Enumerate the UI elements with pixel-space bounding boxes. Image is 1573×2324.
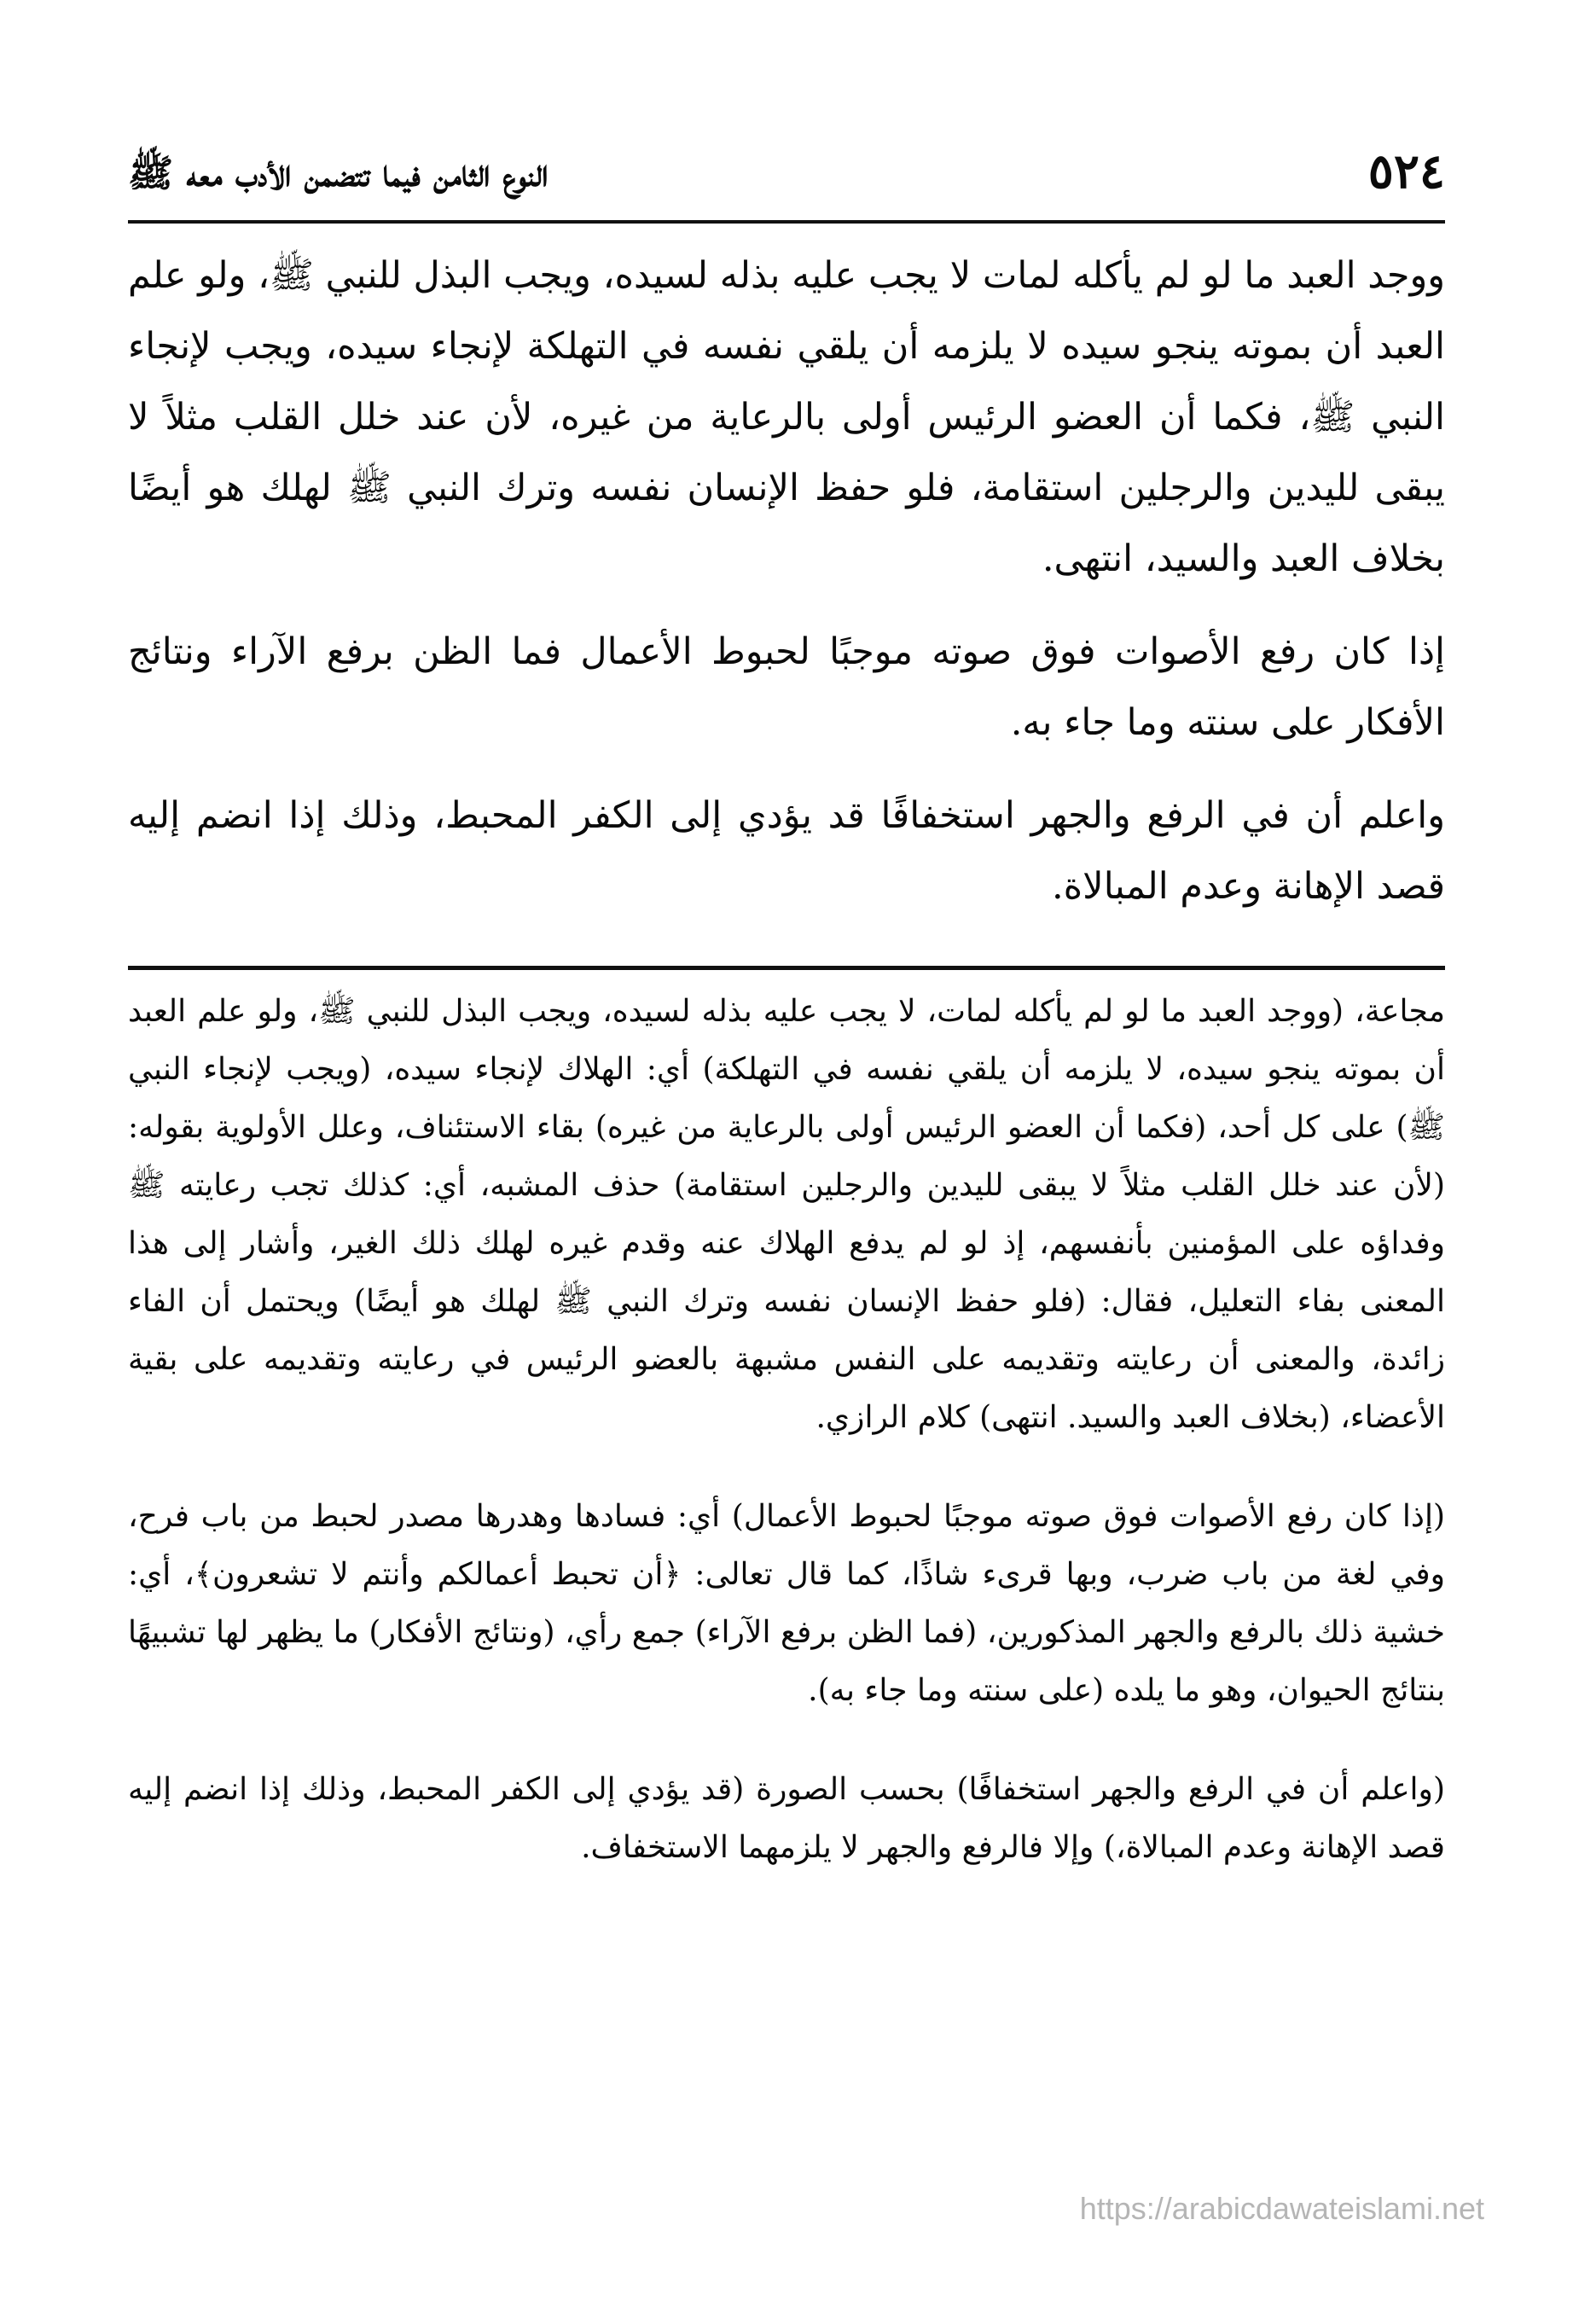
- page-header: [128, 128, 1445, 205]
- header-divider: [128, 220, 1445, 224]
- watermark-url: https://arabicdawateislami.net: [1079, 2191, 1484, 2226]
- commentary-paragraph: (إذا كان رفع الأصوات فوق صوته موجبًا لحبوط الأعمال) أي: فسادها وهدرها مصدر لحبط من باب فرح، وفي لغة من باب ضرب، وبها قرىء شاذًا، كما قال تعالى: ﴿أن تحبط أعمالكم وأنتم لا تشعرون﴾، أي: خشية ذلك بالرفع والجهر المذكورين، (فما الظن برفع الآراء) جمع رأي، (ونتائج الأفكار) ما يظهر لها تشبيهًا بنتائج الحيوان، وهو ما يلده (على سنته وما جاء به).: [128, 1499, 1445, 1708]
- commentary-paragraph: (واعلم أن في الرفع والجهر استخفافًا) بحسب الصورة (قد يؤدي إلى الكفر المحبط، وذلك إذا انضم إليه قصد الإهانة وعدم المبالاة،) وإلا فالرفع والجهر لا يلزمهما الاستخفاف.: [128, 1772, 1445, 1865]
- running-title: النوع الثامن فيما تتضمن الأدب معه ﷺ: [128, 152, 549, 195]
- commentary-paragraph: مجاعة، (ووجد العبد ما لو لم يأكله لمات، لا يجب عليه بذله لسيده، ويجب البذل للنبي ﷺ، ولو علم العبد أن بموته ينجو سيده، لا يلزمه أن يلقي نفسه في التهلكة) أي: الهلاك لإنجاء سيده، (ويجب لإنجاء النبي ﷺ) على كل أحد، (فكما أن العضو الرئيس أولى بالرعاية من غيره) بقاء الاستئناف، وعلل الأولوية بقوله: (لأن عند خلل القلب مثلاً لا يبقى لليدين والرجلين استقامة) حذف المشبه، أي: كذلك تجب رعايته ﷺ وفداؤه على المؤمنين بأنفسهم، إذ لو لم يدفع الهلاك عنه وقدم غيره لهلك ذلك الغير، وأشار إلى هذا المعنى بفاء التعليل، فقال: (فلو حفظ الإنسان نفسه وترك النبي ﷺ لهلك هو أيضًا) ويحتمل أن الفاء زائدة، والمعنى أن رعايته وتقديمه على النفس مشبهة بالعضو الرئيس في رعايته وتقديمه على بقية الأعضاء، (بخلاف العبد والسيد. انتهى) كلام الرازي.: [128, 994, 1445, 1435]
- main-text: [128, 241, 1445, 922]
- main-paragraph: إذا كان رفع الأصوات فوق صوته موجبًا لحبوط الأعمال فما الظن برفع الآراء ونتائج الأفكار على سنته وما جاء به.: [128, 630, 1445, 744]
- commentary-text: [128, 983, 1445, 1877]
- main-paragraph: واعلم أن في الرفع والجهر استخفافًا قد يؤدي إلى الكفر المحبط، وذلك إذا انضم إليه قصد الإهانة وعدم المبالاة.: [128, 794, 1445, 908]
- main-paragraph: ووجد العبد ما لو لم يأكله لمات لا يجب عليه بذله لسيده، ويجب البذل للنبي ﷺ، ولو علم العبد أن بموته ينجو سيده لا يلزمه أن يلقي نفسه في التهلكة لإنجاء سيده، ويجب لإنجاء النبي ﷺ، فكما أن العضو الرئيس أولى بالرعاية من غيره، لأن عند خلل القلب مثلاً لا يبقى لليدين والرجلين استقامة، فلو حفظ الإنسان نفسه وترك النبي ﷺ لهلك هو أيضًا بخلاف العبد والسيد، انتهى.: [128, 254, 1445, 580]
- page-number: ٥٢٤: [1367, 143, 1445, 200]
- commentary-divider: [128, 966, 1445, 970]
